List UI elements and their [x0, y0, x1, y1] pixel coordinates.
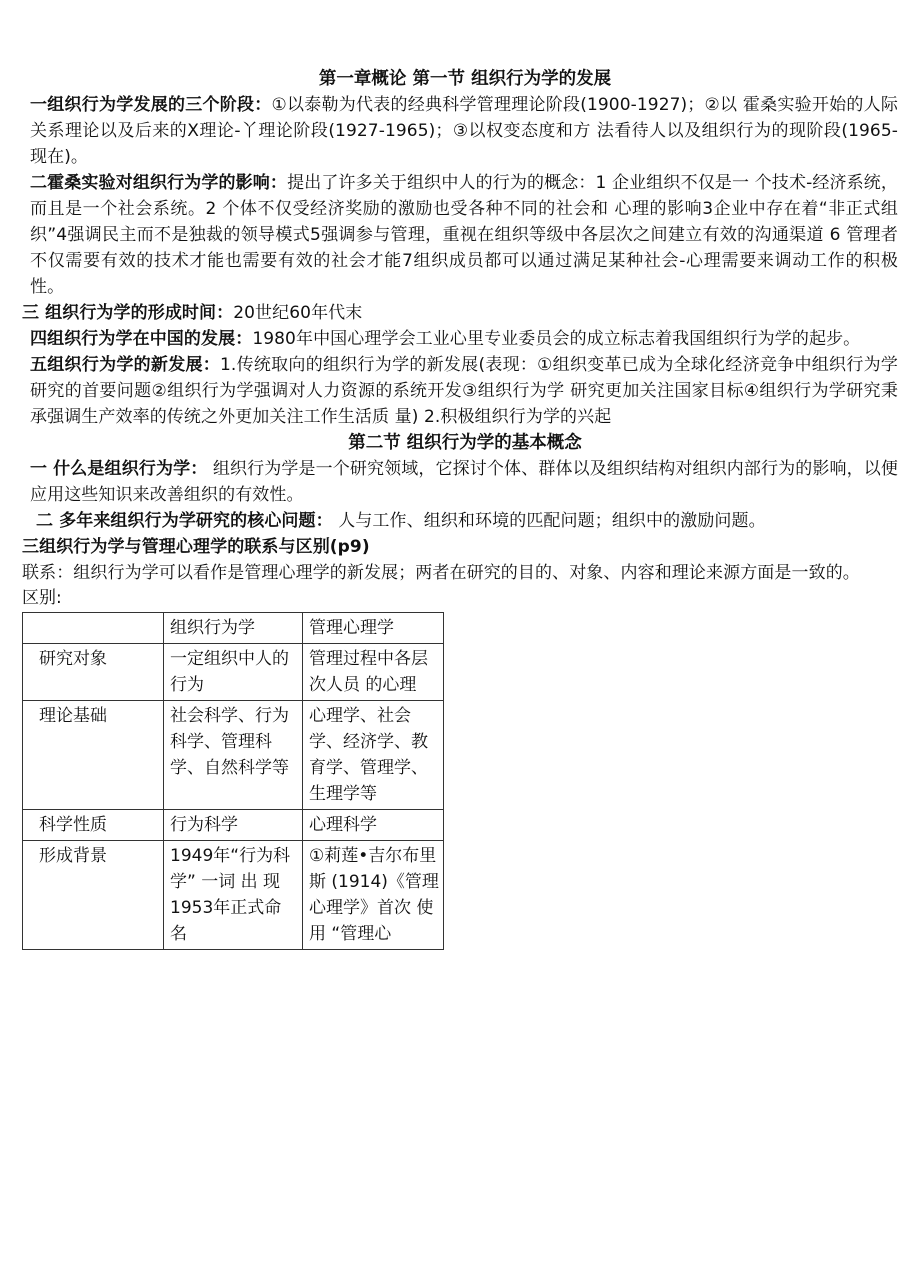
section-heading: 五组织行为学的新发展： — [30, 355, 221, 375]
difference-label: 区别: — [22, 588, 62, 608]
section-new-development — [22, 352, 898, 430]
document-page — [22, 66, 898, 950]
section-core-issues — [22, 508, 898, 534]
table-cell: ①莉莲•吉尔布里斯 (1914)《管理 心理学》首次 使用 “管理心 — [303, 841, 444, 950]
section-china — [22, 326, 898, 352]
section-heading: 三组织行为学与管理心理学的联系与区别(p9) — [22, 537, 370, 557]
table-cell: 科学性质 — [39, 815, 107, 835]
section-title: 第二节 组织行为学的基本概念 — [348, 433, 582, 453]
section-body: 1980年中国心理学会工业心里专业委员会的成立标志着我国组织行为学的起步。 — [252, 329, 861, 349]
section-body: 20世纪60年代末 — [233, 303, 363, 323]
comparison-table — [22, 612, 444, 950]
section-heading: 一 什么是组织行为学： — [30, 459, 208, 479]
section-body: 提出了许多关于组织中人的行为的概念：1 企业组织不仅是一 个技术-经济系统，而且是一个社会系统。2 个体不仅受经济奖励的激励也受各种不同的社会和 心理的影响3企业中存在着“非正式组织”4强调民主而不是独裁的领导模式5强调参与管理，重视在组织等级中各层次之间建立有效的沟通渠道 6 管理者不仅需要有效的技术才能也需要有效的社会才能7组织成员都可以通过满足某种社会-心理需要来调动工作的积极性。 — [30, 173, 899, 297]
table-cell: 研究对象 — [39, 649, 107, 669]
section-what-is-ob — [22, 456, 898, 508]
section-heading: 二霍桑实验对组织行为学的影响： — [30, 173, 288, 193]
table-cell: 行为科学 — [164, 810, 303, 841]
section-stages — [22, 92, 898, 170]
table-row — [23, 644, 444, 701]
table-cell: 形成背景 — [39, 846, 107, 866]
table-cell: 管理心理学 — [303, 613, 444, 644]
table-row — [23, 841, 444, 950]
table-cell: 心理科学 — [303, 810, 444, 841]
chapter-title: 第一章概论 第一节 组织行为学的发展 — [318, 69, 612, 89]
section-heading: 四组织行为学在中国的发展： — [30, 329, 253, 349]
table-cell: 1949年“行为科学” 一词 出 现 1953年正式命名 — [164, 841, 303, 950]
section-relation — [22, 534, 898, 560]
section-body: 1.传统取向的组织行为学的新发展(表现：①组织变革已成为全球化经济竞争中组织行为学研究的首要问题②组织行为学强调对人力资源的系统开发③组织行为学 研究更加关注国家目标④组织行为学研究秉承强调生产效率的传统之外更加关注工作生活质 量) 2.积极组织行为学的兴起 — [30, 355, 898, 427]
section-hawthorne — [22, 170, 898, 300]
table-cell: 理论基础 — [39, 706, 107, 726]
table-cell — [23, 613, 164, 644]
table-header-row — [23, 613, 444, 644]
section-heading: 一组织行为学发展的三个阶段： — [30, 95, 272, 115]
table-cell: 管理过程中各层次人员 的心理 — [303, 644, 444, 701]
section-heading: 二 多年来组织行为学研究的核心问题： — [36, 511, 333, 531]
table-cell: 社会科学、行为科学、管理科学、自然科学等 — [164, 701, 303, 810]
table-row — [23, 701, 444, 810]
section-body: ①以泰勒为代表的经典科学管理理论阶段(1900-1927)；②以 霍桑实验开始的人际关系理论以及后来的X理论-丫理论阶段(1927-1965)；③以权变态度和方 法看待人以及组织行为的现阶段(1965-现在)。 — [30, 95, 898, 167]
table-cell: 组织行为学 — [164, 613, 303, 644]
table-cell: 心理学、社会学、经济学、教育学、管理学、生理学等 — [303, 701, 444, 810]
section-formation-time — [22, 300, 898, 326]
section-heading: 三 组织行为学的形成时间： — [22, 303, 234, 323]
relation-link: 联系：组织行为学可以看作是管理心理学的新发展；两者在研究的目的、对象、内容和理论来源方面是一致的。 — [22, 563, 860, 583]
section-body: 人与工作、组织和环境的匹配问题；组织中的激励问题。 — [332, 511, 766, 531]
table-row — [23, 810, 444, 841]
section-body: 组织行为学是一个研究领域，它探讨个体、群体以及组织结构对组织内部行为的影响，以便应用这些知识来改善组织的有效性。 — [30, 459, 898, 505]
table-cell: 一定组织中人的行为 — [164, 644, 303, 701]
